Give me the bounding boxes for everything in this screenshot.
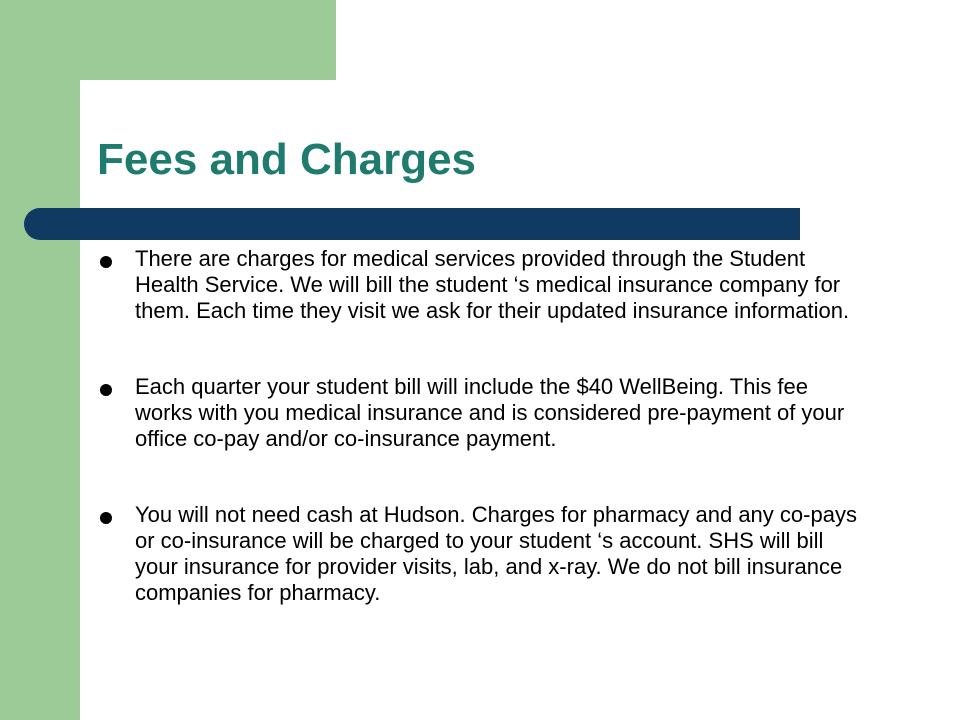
slide-title: Fees and Charges — [97, 135, 477, 184]
bullet-dot-icon — [100, 384, 112, 396]
bullet-dot-icon — [100, 256, 112, 268]
bullet-text: You will not need cash at Hudson. Charges for pharmacy and any co-pays or co-insurance will be charged to your student ‘s account. SHS will bill your insurance for provider visits, lab, and x-ray. We do not bill insurance companies for pharmacy. — [135, 502, 857, 605]
bullet-list — [100, 246, 870, 606]
bullet-text: Each quarter your student bill will include the $40 WellBeing. This fee works with you medical insurance and is considered pre-payment of your office co-pay and/or co-insurance payment. — [135, 374, 845, 451]
bullet-item — [100, 502, 870, 606]
bullet-item — [100, 246, 870, 324]
title-underline-bar — [24, 208, 800, 240]
bullet-dot-icon — [100, 512, 112, 524]
green-top-band — [0, 0, 336, 80]
bullet-item — [100, 374, 870, 452]
bullet-text: There are charges for medical services provided through the Student Health Service. We will bill the student ‘s medical insurance company for them. Each time they visit we ask for their updated insurance information. — [135, 246, 850, 323]
green-side-band — [0, 0, 80, 720]
